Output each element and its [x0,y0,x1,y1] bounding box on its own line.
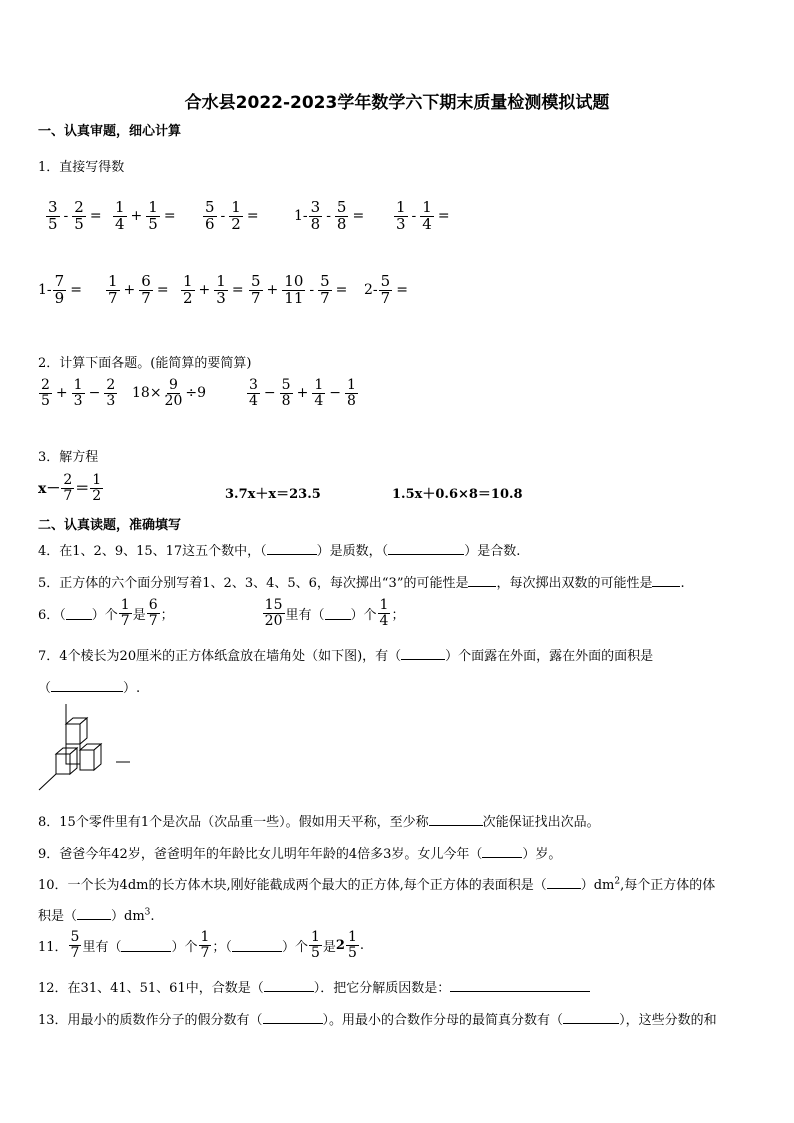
mental-math-item: 1- $\frac{3}{8}$ - $\frac{5}{8}$ = [294,198,365,233]
answer-blank[interactable] [652,574,680,587]
answer-blank[interactable] [450,979,590,992]
answer-blank[interactable] [77,907,111,920]
page-title: 合水县2022-2023学年数学六下期末质量检测模拟试题 [184,93,610,113]
answer-blank[interactable] [401,647,445,660]
question-5: 5．正方体的六个面分别写着1、2、3、4、5、6，每次掷出“3”的可能性是 ，每次掷出双数的可能性是 . [38,576,685,591]
question-12: 12．在31、41、51、61中，合数是（ ）．把它分解质因数是： [38,977,590,996]
question-1-label: 1．直接写得数 [38,160,125,175]
answer-blank[interactable] [325,607,351,620]
answer-blank[interactable] [388,542,464,555]
mental-math-item: $\frac{5}{7}$ + $\frac{10}{11}$ - $\frac{5}{7}$ = [251,272,348,307]
mental-math-item: 2- $\frac{5}{7}$ = [364,272,408,307]
answer-blank[interactable] [232,939,282,952]
question-8: 8．15个零件里有1个是次品（次品重一些）。假如用天平称，至少称 次能保证找出次品。 [38,815,600,830]
answer-blank[interactable] [263,1011,323,1024]
question-7: 7．4个棱长为20厘米的正方体纸盒放在墙角处（如下图)，有（ ）个面露在外面，露在外面的面积是 [38,649,654,664]
answer-blank[interactable] [547,876,581,889]
question-2-expression-3: $\frac{3}{4}$ − $\frac{5}{8}$ + $\frac{1}{4}$ − $\frac{1}{8}$ [249,377,356,409]
mental-math-item: $\frac{1}{3}$ - $\frac{1}{4}$ = [396,198,450,233]
question-2-label: 2．计算下面各题。(能简算的要简算) [38,356,252,371]
section-2-heading: 二、认真读题，准确填写 [38,518,182,533]
mental-math-item: $\frac{1}{4}$ + $\frac{1}{5}$ = [115,198,176,233]
answer-blank[interactable] [264,979,314,992]
answer-blank[interactable] [563,1011,619,1024]
answer-blank[interactable] [482,845,522,858]
question-3-equation-3: 1.5x＋0.6×8＝10.8 [392,487,523,502]
question-10-line-2: 积是（ ）$dm^3$. [38,907,155,924]
answer-blank[interactable] [51,679,123,692]
mental-math-item: $\frac{1}{7}$ + $\frac{6}{7}$ = [108,272,169,307]
answer-blank[interactable] [468,574,496,587]
answer-blank[interactable] [267,542,317,555]
question-3-equation-1: x－ $\frac{2}{7}$ ＝ $\frac{1}{2}$ [38,472,102,504]
question-10: 10．一个长为4dm的长方体木块,刚好能截成两个最大的正方体,每个正方体的表面积是（ ）$dm^2$,每个正方体的体 [38,876,716,893]
answer-blank[interactable] [429,813,483,826]
question-6: 6．（ ）个 $\frac{1}{7}$ 是 $\frac{6}{7}$ ； $\frac{15}{20}$ 里有（ ）个 $\frac{1}{4}$ ； [38,597,405,629]
question-11: 11． $\frac{5}{7}$ 里有（ ）个 $\frac{1}{7}$ ；（ ）个 $\frac{1}{5}$ 是 2 $\frac{1}{5}$ . [38,929,364,961]
mental-math-item: $\frac{5}{6}$ - $\frac{1}{2}$ = [205,198,259,233]
answer-blank[interactable] [66,607,92,620]
question-13: 13．用最小的质数作分子的假分数有（ ）。用最小的合数作分母的最简真分数有（ ），这些分数的和 [38,1013,717,1028]
mental-math-item: 1- $\frac{7}{9}$ = [38,272,82,307]
question-2-expression-1: $\frac{2}{5}$ + $\frac{1}{3}$ − $\frac{2}{3}$ [41,377,116,409]
question-9: 9．爸爸今年42岁，爸爸明年的年龄比女儿明年年龄的4倍多3岁。女儿今年（ ）岁。 [38,847,562,862]
question-3-label: 3．解方程 [38,450,99,465]
section-1-heading: 一、认真审题，细心计算 [38,124,182,139]
question-4: 4．在1、2、9、15、17这五个数中，（ ）是质数，（ ）是合数. [38,544,521,559]
question-7-line-2: （ ）. [38,681,141,696]
question-3-equation-2: 3.7x＋x＝23.5 [225,487,321,502]
mental-math-item: $\frac{1}{2}$ + $\frac{1}{3}$ = [183,272,244,307]
mental-math-item: $\frac{3}{5}$ - $\frac{2}{5}$ = [48,198,102,233]
cubes-in-corner-figure [36,704,136,792]
answer-blank[interactable] [121,939,171,952]
question-2-expression-2: 18× $\frac{9}{20}$ ÷9 [132,377,207,409]
